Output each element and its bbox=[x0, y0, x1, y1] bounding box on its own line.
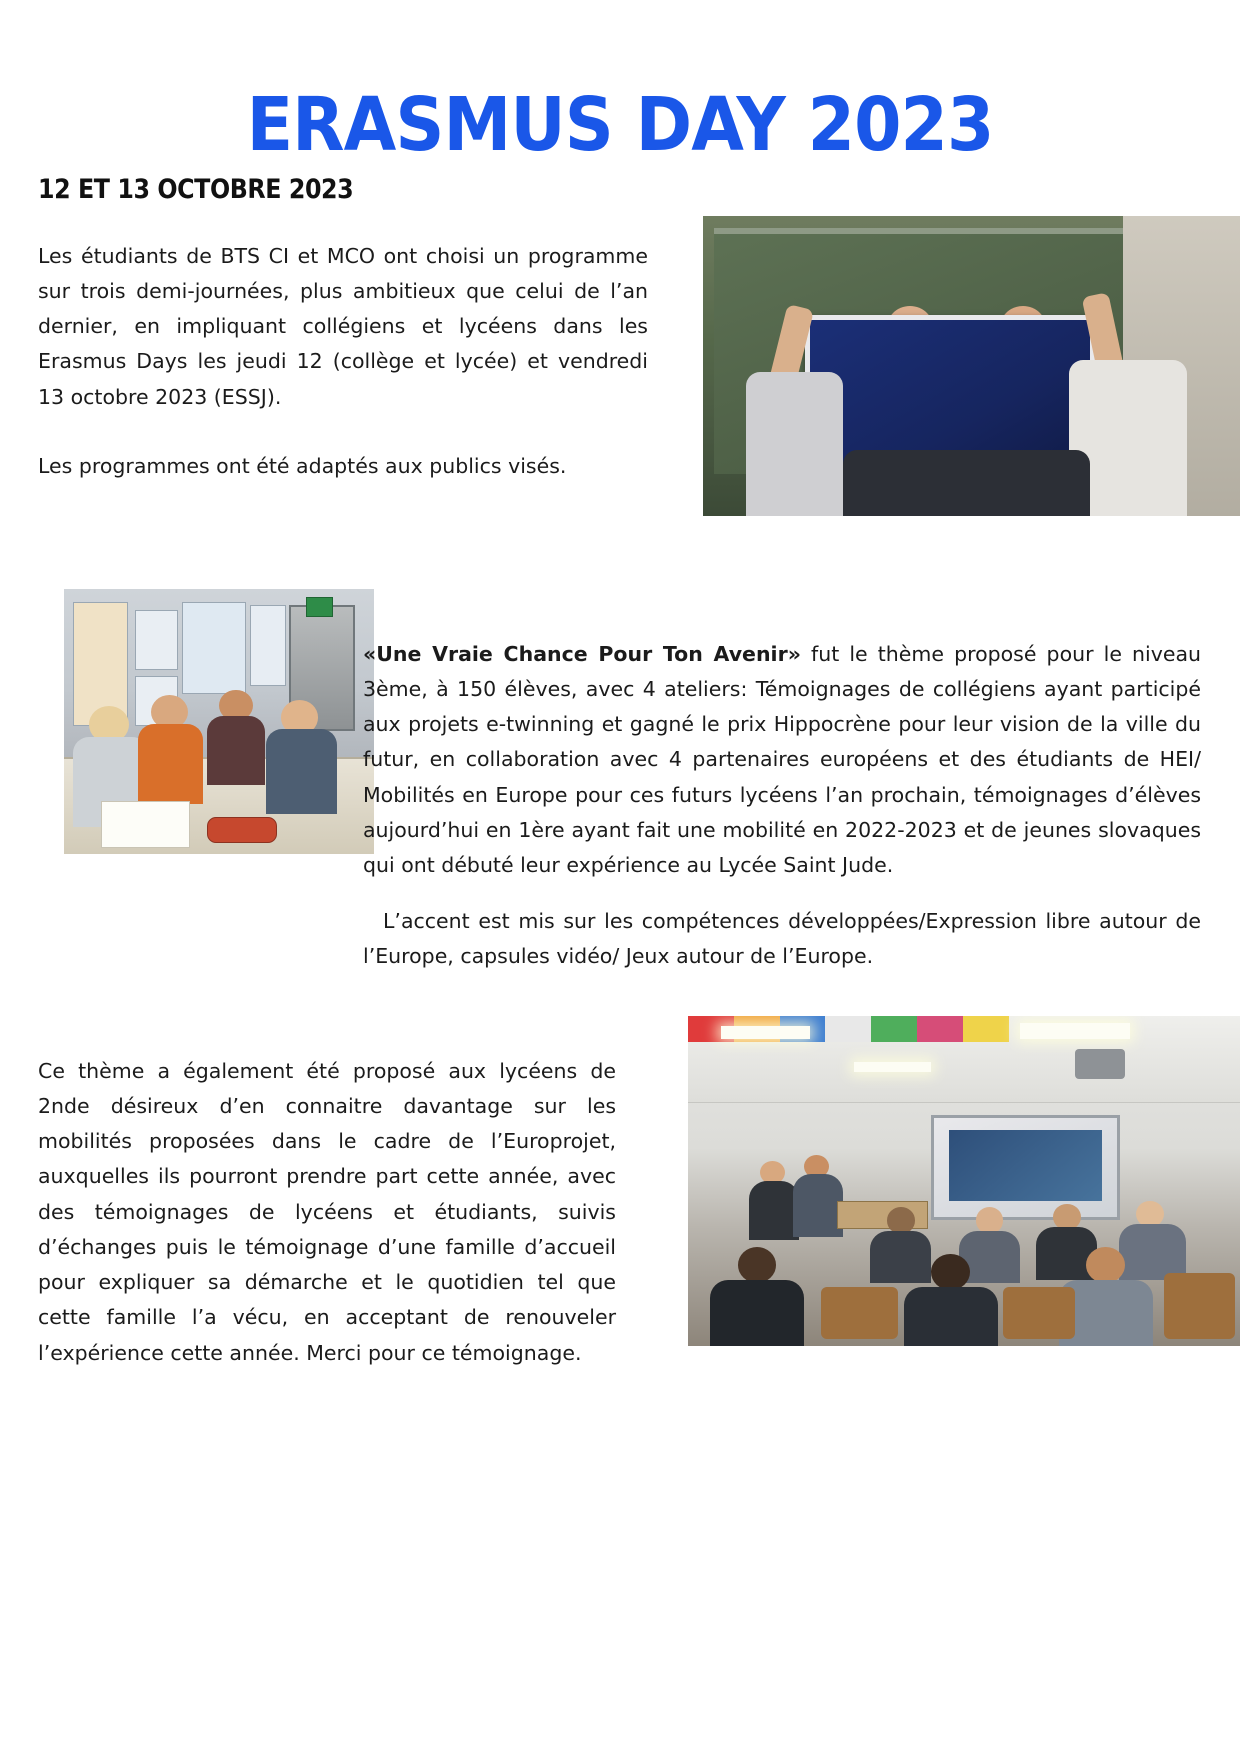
photo-erasmus-days-frame-content bbox=[703, 216, 1240, 516]
theme-paragraph-1-body: fut le thème proposé pour le niveau 3ème, à 150 élèves, avec 4 ateliers: Témoignages de collégiens ayant participé aux projets e-twinning et gagné le prix Hippocrène pour leur vision de la ville du futur, en collaboration avec 4 partenaires européens et des étudiants de HEI/ Mobilités en Europe pour ces futurs lycéens l’an prochain, témoignages d’élèves aujourd’hui en 1ère ayant fait une mobilité en 2022-2023 et de jeunes slovaques qui ont débuté leur expérience au Lycée Saint Jude. bbox=[363, 641, 1202, 877]
audience-head bbox=[1086, 1247, 1125, 1283]
photo-pupils-around-table bbox=[64, 589, 374, 854]
audience-head bbox=[931, 1254, 970, 1290]
pencil-case bbox=[207, 817, 277, 843]
lycee-paragraph-1: Ce thème a également été proposé aux lycéens de 2nde désireux d’en connaitre davantage sur les mobilités proposées dans le cadre de l’Europrojet, auxquelles ils pourront prendre part cette année, avec des témoignages de lycéens et étudiants, suivis d’échanges puis le témoignage d’une famille d’accueil pour expliquer sa démarche et le quotidien tel que cette famille l’a vécu, en acceptant de renouveler l’expérience cette année. Merci pour ce témoignage. bbox=[38, 1058, 616, 1365]
projection-screen bbox=[931, 1115, 1119, 1220]
chair bbox=[1003, 1287, 1075, 1340]
game-sheet bbox=[101, 801, 190, 848]
intro-paragraph-2: Les programmes ont été adaptés aux publics visés. bbox=[38, 453, 567, 478]
ceiling-light bbox=[854, 1062, 931, 1072]
wall-poster bbox=[135, 610, 177, 670]
ceiling-light bbox=[1020, 1023, 1131, 1040]
chair bbox=[1164, 1273, 1236, 1339]
theme-paragraph-2: L’accent est mis sur les compétences développées/Expression libre autour de l’Europe, capsules vidéo/ Jeux autour de l’Europe. bbox=[363, 908, 1201, 968]
presenter-body bbox=[793, 1174, 843, 1237]
intro-paragraph-1: Les étudiants de BTS CI et MCO ont choisi un programme sur trois demi-journées, plus ambitieux que celui de l’an dernier, en impliquant collégiens et lycéens dans les Erasmus Days les jeudi 12 (collège et lycée) et vendredi 13 octobre 2023 (ESSJ). bbox=[38, 243, 648, 409]
audience-body bbox=[870, 1231, 931, 1284]
photo-conference-room-content bbox=[688, 1016, 1240, 1346]
theme-lead-title: «Une Vraie Chance Pour Ton Avenir» bbox=[363, 641, 801, 666]
flag-stripe bbox=[825, 1016, 871, 1042]
exit-sign bbox=[306, 597, 333, 618]
flag-stripe bbox=[963, 1016, 1009, 1042]
presenter-body bbox=[749, 1181, 799, 1240]
photo-pupils-around-table-content bbox=[64, 589, 374, 854]
projected-slide bbox=[949, 1130, 1102, 1201]
theme-text-block bbox=[363, 616, 1201, 995]
student-body bbox=[843, 450, 1090, 516]
flag-stripe bbox=[917, 1016, 963, 1042]
flag-stripe bbox=[871, 1016, 917, 1042]
audience-head bbox=[976, 1207, 1004, 1233]
chair bbox=[821, 1287, 898, 1340]
theme-paragraph-1 bbox=[363, 637, 1201, 884]
student-body bbox=[746, 372, 843, 516]
wall-poster bbox=[250, 605, 286, 687]
lycee-text-block bbox=[38, 1033, 616, 1391]
audience-body bbox=[710, 1280, 804, 1346]
ceiling-light bbox=[721, 1026, 809, 1039]
ceiling-projector bbox=[1075, 1049, 1125, 1079]
pupil-body bbox=[138, 724, 203, 804]
photo-erasmus-days-frame bbox=[703, 216, 1240, 516]
page-subtitle-dates: 12 ET 13 OCTOBRE 2023 bbox=[38, 174, 354, 206]
wall-map bbox=[182, 602, 246, 694]
audience-body bbox=[1119, 1224, 1185, 1280]
page-title: ERASMUS DAY 2023 bbox=[246, 81, 994, 168]
photo-conference-room bbox=[688, 1016, 1240, 1346]
audience-body bbox=[904, 1287, 998, 1346]
pupil-body bbox=[207, 716, 266, 785]
intro-text-block bbox=[38, 218, 648, 505]
pupil-body bbox=[266, 729, 337, 814]
audience-head bbox=[887, 1207, 915, 1233]
